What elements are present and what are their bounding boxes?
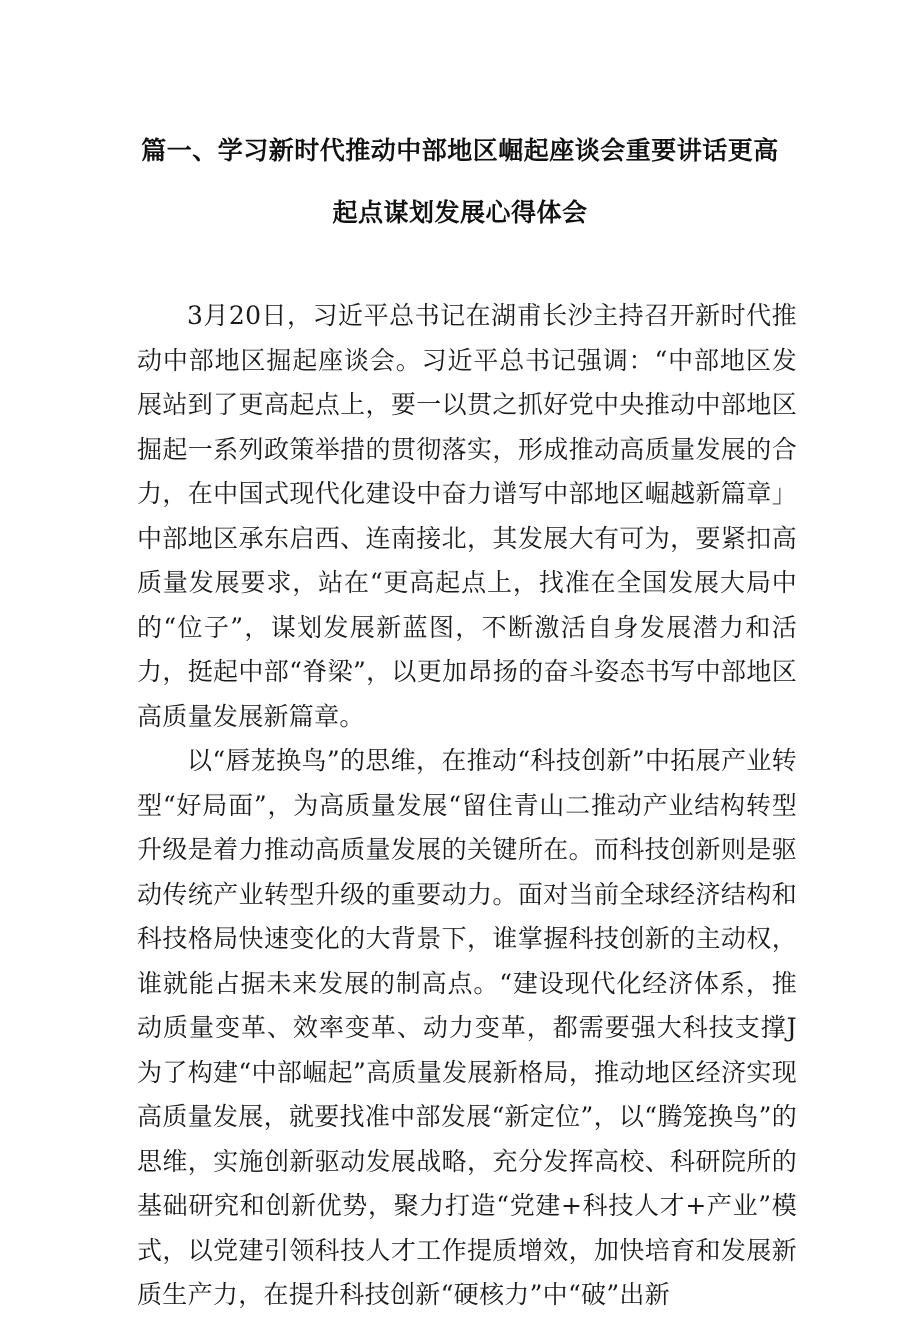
document-title-line-1: 篇一、学习新时代推动中部地区崛起座谈会重要讲话更高: [141, 136, 779, 165]
body-paragraph-1: 3月20日，习近平总书记在湖甫长沙主持召开新时代推动中部地区掘起座谈会。习近平总书记强调：“中部地区发展站到了更高起点上，要一以贯之抓好党中央推动中部地区掘起一系列政策举措的贯彻落实，形成推动高质量发展的合力，在中国式现代化建设中奋力谱写中部地区崛越新篇章」中部地区承东启西、连南接北，其发展大有可为，要紧扣高质量发展要求，站在“更高起点上，找准在全国发展大局中的“位子”，谋划发展新蓝图，不断激活自身发展潜力和活力，挺起中部“脊梁”，以更加昂扬的奋斗姿态书写中部地区高质量发展新篇章。: [137, 301, 797, 731]
document-title-line-2: 起点谋划发展心得体会: [332, 198, 588, 227]
document-body: [137, 294, 797, 1318]
body-paragraph-2: 以“唇茏换鸟”的思维，在推动“科技创新”中拓展产业转型“好局面”，为高质量发展“留住青山二推动产业结构转型升级是着力推动高质量发展的关键所在。而科技创新则是驱动传统产业转型升级的重要动力。面对当前全球经济结构和科技格局快速变化的大背景下，谁掌握科技创新的主动权，谁就能占据未来发展的制高点。“建设现代化经济体系，推动质量变革、效率变革、动力变革，都需要强大科技支撑J为了构建“中部崛起”高质量发展新格局，推动地区经济实现高质量发展，就要找准中部发展“新定位”，以“腾笼换鸟”的思维，实施创新驱动发展战略，充分发挥高校、科研院所的基础研究和创新优势，聚力打造“党建+科技人才+产业”模式，以党建引领科技人才工作提质增效，加快培育和发展新质生产力，在提升科技创新“硬核力”中“破”出新: [137, 746, 797, 1309]
